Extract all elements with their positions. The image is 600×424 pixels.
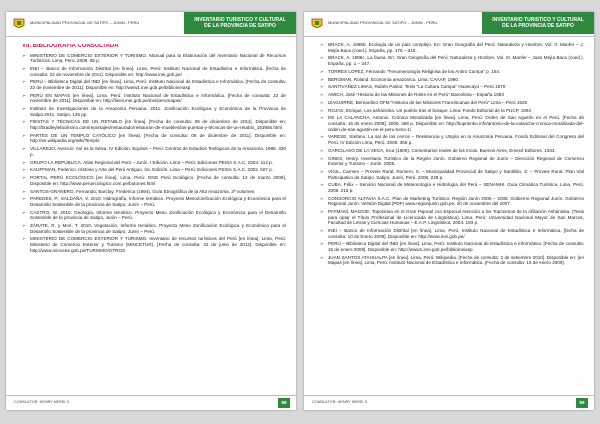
consultant-label: CONSULTOR: HENRY NEREI S. — [312, 400, 369, 404]
page-content — [320, 42, 584, 388]
bibliography-entry: ➢ AMICH, José "Historia de las Misiones de Roles en el Perú" Barcelona – España 1883 — [320, 92, 584, 98]
header-title-band — [184, 12, 296, 34]
bibliography-entry: ➢ TORRES LOPEZ, Fernando "Fenomenología Religiosa de los Antiro Campa" p. 164. — [320, 69, 584, 75]
bibliography-entry: ➢ IZAGUIRRE, Bernardino OFM "Historia de las Misiones Franciscanas del Perú" Lima – Perú 1925 — [320, 100, 584, 106]
bibliography-entry: ➢ VIGIL, Carmen – Proveis Rural; Romero, S. – Municipalidad Provincial de Satipo y Santillán, Z. – Proveis Rural. Plan Vial Participativo de Satipo. Satipo, Junín, Perú. 2006. 228 p. — [320, 169, 584, 180]
bibliography-entry: ➢ PERÚ – Biblioteca Digital del INEI [en línea]. Lima, Perú: Instituto Nacional de Estadística e Informática. [Fecha de consulta: 22 de noviembre de 2011]. Disponible en: http://www1.inei.gob.pe/biblioineiasp — [22, 79, 286, 90]
header-title-line1: INVENTARIO TURISTICO Y CULTURAL — [492, 17, 584, 23]
bibliography-entry: ➢ SANTIVÁÑEZ LIMAS, Rubén Pastor. Tesis "La Cultura Campa" Huancayo – Perú 1970 — [320, 84, 584, 90]
page-number: 98 — [278, 398, 290, 408]
bibliography-entry: ➢ CUBA, Félix – Servicio Nacional de Meteorología e Hidrología del Perú – SENAMHI. Guía Climática Turística. Lima, Perú. 2009. 216 p. — [320, 182, 584, 193]
bibliography-entry: ➢ FIESTAS Y TÉCNICAS DE UN RETABLO [en línea]. [Fecha de consulta: 08 de diciembre de 2011]. Disponible en: http://bradleylefacilismo.com/reportajes/restaurado/restauran-de-muebles/las-puertas-y-técnicas-de-un-retablo_163956.html — [22, 119, 286, 130]
municipal-crest-icon — [310, 17, 324, 31]
right-page — [304, 12, 594, 410]
bibliography-entry: ➢ GRUPO LA REPÚBLICA. Atlas Regional del Perú – Junín. I Edición. Lima – Perú: Ediciones PEISA S.A.C. 2004. 112 p. — [22, 160, 286, 166]
bibliography-entry: ➢ CONSORCIO ALFAVIA S.A.C. Plan de Marketing Turístico: Región Junín 2006 – 2008. Gobierno Regional Junín. Gobierno Regional Junín. Versión Digital (PDF) www.regionjunin.gob.pe, 20 de noviembre del 2007. — [320, 196, 584, 207]
bibliography-entry: ➢ JUAN SANTOS ATAHUALPA [en línea]. Lima, Perú: Wikipedia. [Fecha de consulta: 2 de setiembre 2010]. Disponible en: [en Mapas [en línea]. Lima, Perú: Instituto Nacional de Estadística e Informática. [Fecha de consulta: 15 de enero 2009]. — [320, 255, 584, 266]
page-content — [22, 44, 286, 388]
bibliography-entry: ➢ MINISTERIO DE COMERCIO EXTERIOR Y TURISMO. Inventario de recursos turísticos del Perú [en línea]. Lima, Perú: Ministerio de Comercio Exterior y Turismo (MINCETUR). [Fecha de consulta: 22 de junio de 2012]. Disponible en: http://www.mincetur.gob.pe/TURISMO/OTROS — [22, 236, 286, 253]
page-header — [6, 12, 296, 37]
bibliography-entry: ➢ PARTES DE UN TEMPLO CATÓLICO [en línea]. [Fecha de consulta: 08 de diciembre de 2011]. Disponible en: http://es.wikipedia.org/wiki/Templo — [22, 133, 286, 144]
page-footer — [304, 395, 594, 410]
bibliography-entry: ➢ SANTOS-GRANERO, Fernando; Barclay, Frederica (1994). Guía Etnográfica de la Alta Amazonía, 3ª volumen. — [22, 189, 286, 195]
bibliography-entry: ➢ PORTAL PERÚ ECOLÓGICO [en línea]. Lima, Perú: ONG Perú Ecológico. [Fecha de consulta: 12 de marzo 2009]. Disponible en: http://www.peruecologico.com.pe/botones.html — [22, 175, 286, 186]
bibliography-entry: ➢ PAREDES, P.; SALDAÑA, V. 2010. Hidrografía, Informe temático. Proyecto Mesozonificación Ecológica y Económica para el Desarrollo Sostenible de la provincia de Satipo, Junín – Perú. — [22, 196, 286, 207]
header-title-line1: INVENTARIO TURISTICO Y CULTURAL — [194, 17, 286, 23]
bibliography-entry: ➢ Instituto de Investigaciones de la Amazonía Peruana. 2011. Zonificación Ecológica y Económica de la Provincia de Satipo.2011. Satipo, 126 pp. — [22, 106, 286, 117]
header-title-band — [482, 12, 594, 34]
bibliography-entry: ➢ KAUFFMAN, Federico. Historia y Arte del Perú Antiguo. Ira. Edición. Lima – Perú: Ediciones PEISA S.A.C. 2002. 507 p. — [22, 167, 286, 173]
bibliography-entry: ➢ BERGMAN, Roland. Economía amazónica. Lima: CAAAP, 1990. — [320, 77, 584, 83]
page-header — [304, 12, 594, 37]
page-number: 99 — [576, 398, 588, 408]
bibliography-entry: ➢ INEI – Banco de Información Distrital [en línea]. Lima, Perú: Instituto Nacional de Estadística e Informática, [fecha de consulta: 22 de noviembre de 2011]. Disponible en: http://www.inei.gob.pe/ — [22, 66, 286, 77]
bibliography-list — [22, 53, 286, 254]
header-title-line2: DE LA PROVINCIA DE SATIPO — [204, 23, 276, 29]
municipality-name: MUNICIPALIDAD PROVINCIAL DE SATIPO – JUNIN - PERU — [328, 20, 438, 25]
bibliography-entry: ➢ BRACK, A. 1986b. Ecología de un país complejo. En: Gran Geografía del Perú: Naturaleza y Hombre, Vol. II. Manfer – J. Mejía Baca (coed.). España, pp. 175 – 315.. — [320, 42, 584, 53]
header-title-line2: DE LA PROVINCIA DE SATIPO — [502, 23, 574, 29]
municipality-name: MUNICIPALIDAD PROVINCIAL DE SATIPO – JUNIN - PERU — [30, 20, 140, 25]
section-title: VII. BIBLIOGRAFIA CONSULTADA — [22, 44, 119, 49]
bibliography-entry: ➢ VARESE, Stefano. La sal de los cerros – Resistencia y Utopía en la Amazonía Peruana. Fondo Editorial del Congreso del Perú. IV Edición Lima, Perú. 2006. 366 p. — [320, 134, 584, 145]
bibliography-entry: ➢ VILLAREJO, Avencio. Así es la Selva. IV Edición. Equitos – Perú: Centros de Estudios Teológicos de la Amazonía, 1988. 330 p. — [22, 146, 286, 157]
bibliography-entry: ➢ GARCILASO DE LA VEGA, Inca (1609). Comentarios reales de los Incas. Buenos Aires, Emecé Editores. 1943. — [320, 148, 584, 154]
bibliography-entry: ➢ MINISTERIO DE COMERCIO EXTERIOR Y TURISMO. Manual para la Elaboración del Inventario Nacional de Recursos Turísticos. Lima, Perú. 2008. 65 p. — [22, 53, 286, 64]
bibliography-entry: ➢ ZÁRATE, R. y Mori, T. 2010. Vegetación, Informe temático. Proyecto Meso Zonificación Ecológica y Económica para el Desarrollo Sostenible de la provincia de Satipo, Junín – Perú. — [22, 223, 286, 234]
page-footer — [6, 395, 296, 410]
bibliography-entry: ➢ PERÚ EN MAPAS [en línea]. Lima, Perú: Instituto Nacional de Estadística e Informática. [Fecha de consulta: 22 de noviembre de 2011]. Disponible en: http://lineii.inei.gob.pe/inei/perumapas/ — [22, 93, 286, 104]
bibliography-entry: ➢ GINES, Henry. Inventario Turístico de la Región Junín. Gobierno Regional de Junín – Dirección Regional de Comercio Exterior y Turismo – Junín. 2005. — [320, 156, 584, 167]
bibliography-entry: ➢ BRACK, A. 1986c. La fauna. En: Gran Geografía del Perú: Naturaleza y Hombre, Vol. III. Manfer – Juan Mejía Baca (coed.). España, pp. 1 – 247. — [320, 55, 584, 66]
left-page — [6, 12, 296, 410]
bibliography-entry: ➢ DE LA CALANCHA, Antonio. Crónica Moralizada [en línea]. Lima, Perú: Orden de San Agustín en el Perú. [Fecha de consulta: 15 de enero 2009]. 2006. 366 p. Disponible en: http://kuprienko.info/antonio-de-la-calancha-cronica-moralizada-del-orden-de-san-agustin-en-el-peru-tomo-1/ — [320, 115, 584, 132]
consultant-label: CONSULTOR: HENRY NEREI S. — [14, 400, 71, 404]
bibliography-list — [320, 42, 584, 266]
bibliography-entry: ➢ PERÚ – Biblioteca Digital del INEI [en línea]. Lima, Perú: Instituto Nacional de Estadística e Informática. [Fecha de consulta: 15 de enero 2009]. Disponible en: http://www1.inei.gob.pe/biblioineiasp — [320, 241, 584, 252]
bibliography-entry: ➢ ROJAS, Enrique. Los asháninka. Un pueblo tras el bosque. Lima: Fondo Editorial de la PUCP, 1994 — [320, 108, 584, 114]
bibliography-entry: ➢ CASTRO, W. 2010. Geología, Informe temático. Proyecto Meso Zonificación Ecológica y Económica para el Desarrollo Sostenible de la provincia de Satipo, Junín – Perú. — [22, 210, 286, 221]
municipal-crest-icon — [12, 17, 26, 31]
bibliography-entry: ➢ PAYMANÍ, MAGGIE. Toponimia en el Gran Pajonal con Especial Atención a los Topónimos de la Afiliación Asháninka. (Tesis para optar el Título Profesional de Licenciada de Lingüística). Lima, Perú: Universidad Nacional Mayor de San Marcos, Facultad de Letras y Ciencias Humanas – E.A.P. Lingüística. 2004. 193 p. — [320, 209, 584, 226]
bibliography-entry: ➢ INEI – Banco de Información Distrital [en línea]. Lima, Perú: Instituto Nacional de Estadística e Informática, [fecha de consulta: 10 de Enero 2009]. Disponible en: http://www.inei.gob.pe/ — [320, 228, 584, 239]
